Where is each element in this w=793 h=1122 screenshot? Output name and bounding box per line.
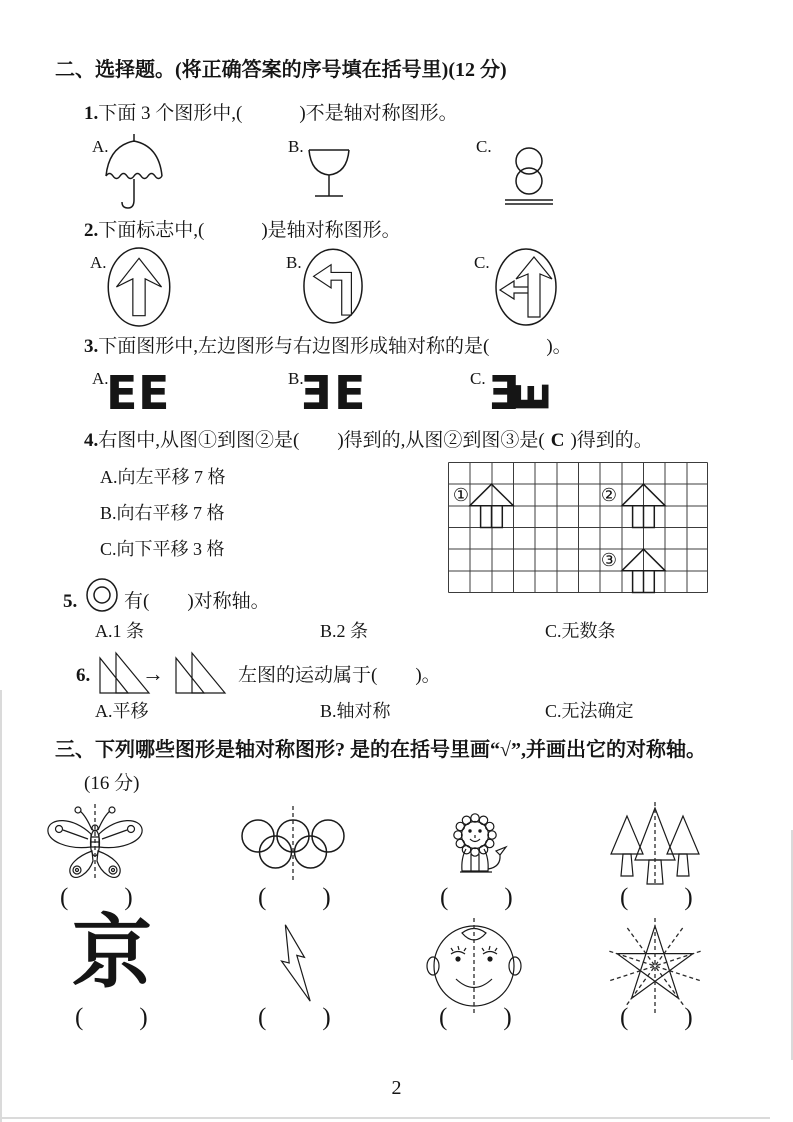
sign-up-arrow-icon bbox=[106, 246, 172, 328]
grid-marker-3: ③ bbox=[600, 550, 618, 571]
butterfly-icon bbox=[40, 802, 150, 882]
question2-number: 2. bbox=[84, 220, 99, 241]
q3-letter-pair-c: E E bbox=[488, 366, 560, 420]
grid-marker-2: ② bbox=[600, 485, 618, 506]
question3-number: 3. bbox=[84, 336, 99, 357]
q2-label-c: C. bbox=[474, 253, 490, 272]
question2-text: 2.下面标志中,( )是轴对称图形。 bbox=[84, 220, 401, 241]
q2-label-a: A. bbox=[90, 253, 107, 272]
question6-text: 左图的运动属于( )。 bbox=[238, 665, 441, 686]
q5-option-b: B.2 条 bbox=[320, 621, 369, 641]
double-circles-icon bbox=[500, 146, 558, 208]
q1-label-a: A. bbox=[92, 137, 109, 156]
bracket-lion: ( ) bbox=[440, 884, 515, 911]
q1-label-b: B. bbox=[288, 137, 304, 156]
q2-label-b: B. bbox=[286, 253, 302, 272]
q3-label-b: B. bbox=[288, 369, 304, 388]
concentric-circles-icon bbox=[84, 576, 120, 614]
translation-grid bbox=[448, 462, 708, 593]
q4-option-b: B.向右平移 7 格 bbox=[100, 503, 225, 523]
q1-label-c: C. bbox=[476, 137, 492, 156]
section2-heading: 二、选择题。(将正确答案的序号填在括号里)(12 分) bbox=[55, 59, 507, 81]
umbrella-icon bbox=[101, 130, 167, 212]
q3-letter-pair-a: E E bbox=[106, 366, 170, 420]
question6-number: 6. bbox=[76, 665, 91, 686]
bracket-jing: ( ) bbox=[75, 1004, 150, 1031]
bracket-butterfly: ( ) bbox=[60, 884, 135, 911]
question5-number: 5. bbox=[63, 591, 78, 612]
jing-character: 京 bbox=[72, 910, 152, 998]
olympic-rings-icon bbox=[223, 802, 363, 882]
scan-edge-bottom bbox=[0, 1117, 770, 1119]
sign-up-left-branch-icon bbox=[494, 246, 558, 328]
q3-label-c: C. bbox=[470, 369, 486, 388]
question4-number: 4. bbox=[84, 430, 99, 451]
arrow-right: → bbox=[142, 661, 164, 686]
q4-filled-answer: C bbox=[550, 430, 565, 451]
page-number: 2 bbox=[391, 1077, 402, 1099]
baby-face-icon bbox=[422, 916, 526, 1016]
q6-option-b: B.轴对称 bbox=[320, 701, 391, 721]
q4-option-a: A.向左平移 7 格 bbox=[100, 467, 226, 487]
q3-letter-pair-b: E E bbox=[300, 366, 366, 420]
bracket-rings: ( ) bbox=[258, 884, 333, 911]
glass-icon bbox=[305, 146, 353, 204]
bracket-baby: ( ) bbox=[439, 1004, 514, 1031]
q3-label-a: A. bbox=[92, 369, 109, 388]
bracket-lightning: ( ) bbox=[258, 1004, 333, 1031]
q4-option-c: C.向下平移 3 格 bbox=[100, 539, 225, 559]
question3-text: 3.下面图形中,左边图形与右边图形成轴对称的是( )。 bbox=[84, 336, 572, 357]
question1-text: 1.下面 3 个图形中,( )不是轴对称图形。 bbox=[84, 103, 458, 124]
trees-icon bbox=[597, 800, 713, 888]
q6-option-a: A.平移 bbox=[95, 701, 149, 721]
bracket-trees: ( ) bbox=[620, 884, 695, 911]
grid-marker-1: ① bbox=[452, 485, 470, 506]
triangles-after-icon bbox=[170, 650, 234, 696]
q5-option-a: A.1 条 bbox=[95, 621, 144, 641]
section3-heading: 三、下列哪些图形是轴对称图形? 是的在括号里画“√”,并画出它的对称轴。 bbox=[55, 739, 706, 761]
section3-score: (16 分) bbox=[84, 773, 140, 794]
sign-left-turn-icon bbox=[302, 246, 364, 326]
q5-option-c: C.无数条 bbox=[545, 621, 616, 641]
question1-number: 1. bbox=[84, 103, 99, 124]
lion-icon bbox=[430, 802, 520, 882]
lightning-bolt-icon bbox=[272, 922, 314, 1004]
question5-text: 有( )对称轴。 bbox=[124, 591, 270, 612]
question4-text: 4.右图中,从图①到图②是( )得到的,从图②到图③是( C )得到的。 bbox=[84, 430, 653, 451]
q6-option-c: C.无法确定 bbox=[545, 701, 634, 721]
scan-edge-left bbox=[0, 690, 2, 1122]
bracket-star: ( ) bbox=[620, 1004, 695, 1031]
